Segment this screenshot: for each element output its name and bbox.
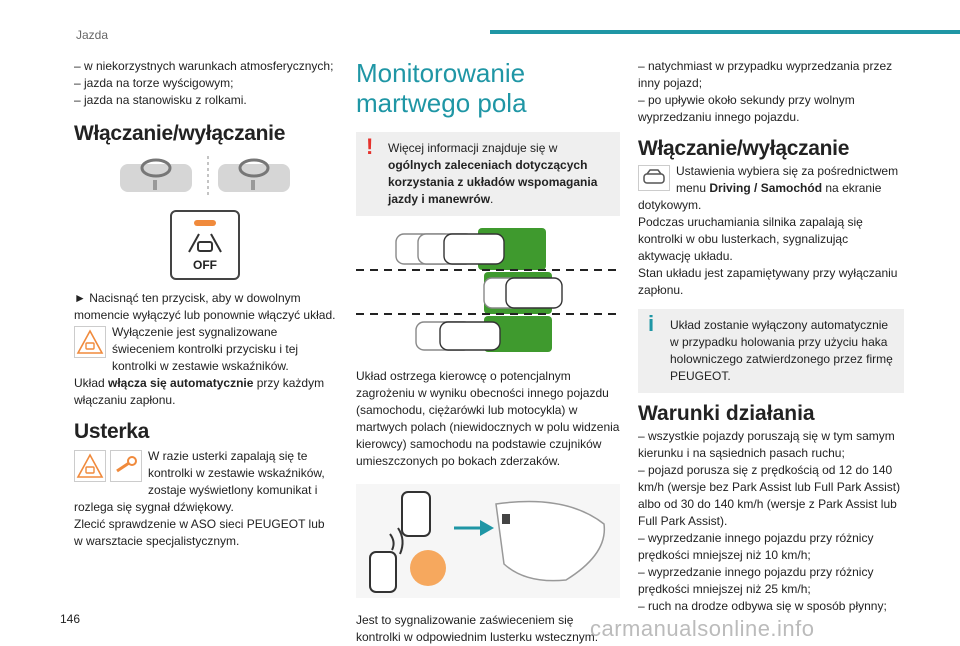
dashboard-illustration xyxy=(120,154,336,200)
note-prefix: Więcej informacji znajduje się w xyxy=(388,141,558,155)
column-2 xyxy=(356,58,620,646)
running-header: Jazda xyxy=(76,28,109,42)
fault-icons xyxy=(74,450,142,482)
car-settings-icon xyxy=(638,165,670,191)
press-instruction: ► Nacisnąć ten przycisk, aby w dowolnym momencie wyłączyć lub ponownie włączyć układ. xyxy=(74,291,336,322)
condition-item: – ruch na drodze odbywa się w sposób płynny; xyxy=(638,599,887,613)
system-description: Układ ostrzega kierowcę o potencjalnym zagrożeniu w wyniku obecności innego pojazdu (samochodu, ciężarówki lub motocykla) w martwych polach (niewidocznych w polu widzenia kierowcy) samochodu na podstawie czujników umieszczonych po bokach zderzaków. xyxy=(356,369,620,468)
column-3 xyxy=(638,58,904,615)
settings-menu-path: Driving / Samochód xyxy=(709,181,823,195)
mirror-lamp-icon xyxy=(356,484,620,598)
off-label: OFF xyxy=(193,258,217,272)
indicator-lamp xyxy=(194,220,216,226)
warning-exclamation-icon: ! xyxy=(366,134,374,159)
condition-item: – wyprzedzanie innego pojazdu przy różnicy prędkości mniejszej niż 25 km/h; xyxy=(638,565,874,596)
steering-wheel-icon xyxy=(120,154,290,200)
lamp-text: Wyłączenie jest sygnalizowane świeceniem kontrolki przycisku i tej kontrolki w zestawie wskaźników. xyxy=(112,325,299,373)
section-heading-fault: Usterka xyxy=(74,420,149,443)
list-item: – natychmiast w przypadku wyprzedzania przez inny pojazd; xyxy=(638,59,893,90)
condition-item: – wszystkie pojazdy poruszają się w tym samym kierunku i na sąsiednich pasach ruchu; xyxy=(638,429,895,460)
list-item: – po upływie około sekundy przy wolnym wyprzedzaniu innego pojazdu. xyxy=(638,93,855,124)
lane-assist-lamp-icon xyxy=(74,326,106,358)
list-item: – jazda na stanowisku z rolkami. xyxy=(74,93,247,107)
lane-assist-icon xyxy=(185,230,225,254)
start-text: Podczas uruchamiania silnika zapalają się kontrolki w obu lusterkach, sygnalizując aktywację układu. xyxy=(638,215,863,263)
warning-triangle-icon xyxy=(75,327,105,357)
memory-text: Stan układu jest zapamiętywany przy wyłączaniu zapłonu. xyxy=(638,266,898,297)
column-1 xyxy=(74,58,336,550)
section-heading-onoff: Włączanie/wyłączanie xyxy=(74,122,286,145)
page-number: 146 xyxy=(60,612,81,626)
info-note xyxy=(638,309,904,393)
info-note-text: Układ zostanie wyłączony automatycznie w przypadku holowania przy użyciu haka holowniczego zatwierdzonego przez firmę PEUGEOT. xyxy=(670,318,893,383)
auto-text xyxy=(74,375,336,409)
header-accent-bar xyxy=(490,30,960,34)
cars-in-lanes-icon xyxy=(356,226,620,356)
mirror-illustration xyxy=(356,484,620,598)
wrench-icon xyxy=(110,450,142,482)
fault-text: W razie usterki zapalają się te kontrolki w zestawie wskaźników, zostaje wyświetlony komunikat i rozlega się sygnał dźwiękowy. xyxy=(74,449,325,514)
auto-suffix: przy każdym włączaniu zapłonu. xyxy=(74,376,325,407)
note-suffix: . xyxy=(490,192,494,206)
list-item: – w niekorzystnych warunkach atmosferycznych; xyxy=(74,59,334,73)
warning-triangle-icon xyxy=(74,450,106,482)
note-bold: ogólnych zaleceniach dotyczących korzystania z układów wspomagania jazdy i manewrów xyxy=(388,158,598,206)
fault-text-2: Zlecić sprawdzenie w ASO sieci PEUGEOT lub w warsztacie specjalistycznym. xyxy=(74,517,325,548)
condition-item: – pojazd porusza się z prędkością od 12 do 140 km/h (wersje bez Park Assist lub Full Park Assist) albo od 30 do 140 km/h (wersje z Park Assist lub Full Park Assist). xyxy=(638,463,901,528)
condition-item: – wyprzedzanie innego pojazdu przy różnicy prędkości mniejszej niż 10 km/h; xyxy=(638,531,874,562)
watermark: carmanualsonline.info xyxy=(590,616,815,641)
signalling-text: Jest to sygnalizowanie zaświeceniem się kontrolki w odpowiednim lusterku wstecznym: xyxy=(356,613,599,644)
settings-prefix: Ustawienia wybiera się za pośrednictwem menu xyxy=(676,164,899,195)
list-item: – jazda na torze wyścigowym; xyxy=(74,76,234,90)
info-icon: i xyxy=(648,311,655,336)
settings-suffix: na ekranie dotykowym. xyxy=(638,181,882,212)
section-heading-conditions: Warunki działania xyxy=(638,402,815,425)
off-button-figure[interactable] xyxy=(170,210,240,280)
warning-note xyxy=(356,132,620,216)
section-heading-onoff-2: Włączanie/wyłączanie xyxy=(638,137,850,160)
settings-text xyxy=(638,163,904,214)
auto-prefix: Układ xyxy=(74,376,109,390)
page-title: Monitorowanie martwego pola xyxy=(356,58,527,118)
blind-spot-illustration xyxy=(356,226,620,356)
auto-bold: włącza się automatycznie xyxy=(108,376,254,390)
